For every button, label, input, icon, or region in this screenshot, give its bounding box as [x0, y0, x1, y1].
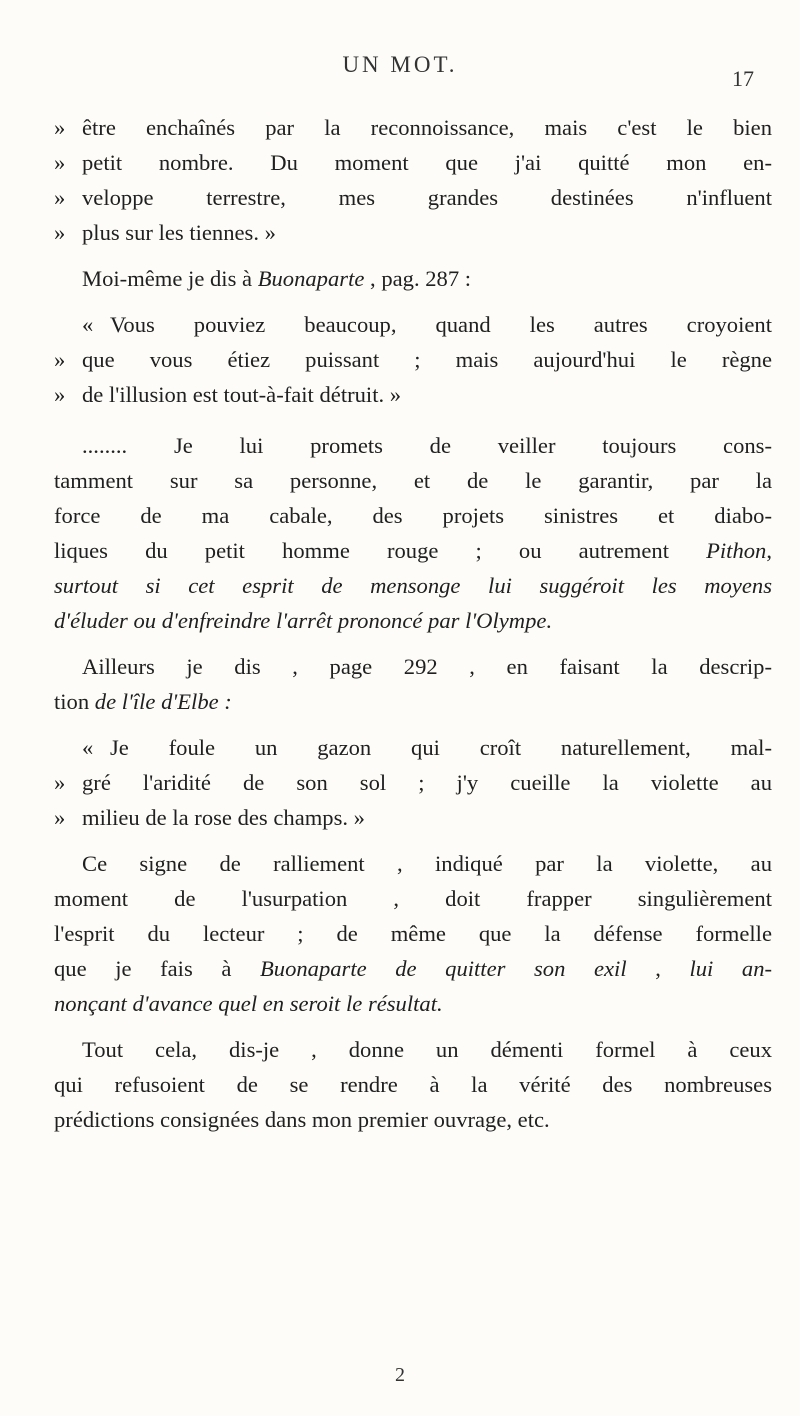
- italic-name: Buonaparte: [257, 266, 365, 291]
- text-line: veloppe terrestre, mes grandes destinées n'influent: [82, 185, 772, 210]
- paragraph-5: Ailleurs je dis , page 292 , en faisant la descrip- tion de l'île d'Elbe :: [54, 654, 772, 714]
- paragraph-8: Tout cela, dis-je , donne un démenti formel à ceux qui refusoient de se rendre à la vérité des nombreuses prédictions consignées dans mon premier ouvrage, etc.: [54, 1037, 772, 1132]
- text-line: Je foule un gazon qui croît naturellement, mal-: [110, 735, 772, 760]
- quote-paragraph-6: « Je foule un gazon qui croît naturellement, mal- » gré l'aridité de son sol ; j'y cueille la violette au » milieu de la rose des champs. »: [54, 735, 772, 830]
- paragraph-2: Moi-même je dis à Buonaparte , pag. 287 :: [82, 266, 472, 291]
- paragraph-7: Ce signe de ralliement , indiqué par la violette, au moment de l'usurpation , doit frapper singulièrement l'esprit du lecteur ; de même que la défense formelle que je fais à Buonaparte de quitter son exil , lui an- nonçant d'avance quel en seroit le résultat.: [54, 851, 772, 1016]
- running-title: UN MOT.: [342, 52, 458, 77]
- text-line: que vous étiez puissant ; mais aujourd'hui le règne: [82, 347, 772, 372]
- text-line: Vous pouviez beaucoup, quand les autres croyoient: [110, 312, 772, 337]
- page-number: 17: [732, 66, 754, 91]
- quote-paragraph-1: » être enchaînés par la reconnoissance, mais c'est le bien » petit nombre. Du moment que j'ai quitté mon en- » veloppe terrestre, mes grandes destinées n'influent » plus sur les tiennes. »: [54, 115, 772, 245]
- quote-paragraph-3: « Vous pouviez beaucoup, quand les autres croyoient » que vous étiez puissant ; mais aujourd'hui le règne » de l'illusion est tout-à-fait détruit. »: [54, 312, 772, 407]
- text-line: milieu de la rose des champs. »: [82, 805, 365, 830]
- text-line: de l'illusion est tout-à-fait détruit. »: [82, 382, 402, 407]
- page-body: [54, 110, 772, 1137]
- text-line: être enchaînés par la reconnoissance, mais c'est le bien: [82, 115, 772, 140]
- text-line: plus sur les tiennes. »: [82, 220, 276, 245]
- signature-mark: 2: [395, 1364, 405, 1386]
- text-line: gré l'aridité de son sol ; j'y cueille la violette au: [82, 770, 772, 795]
- text-line: petit nombre. Du moment que j'ai quitté mon en-: [82, 150, 772, 175]
- paragraph-4: ........ Je lui promets de veiller toujours cons- tamment sur sa personne, et de le garantir, par la force de ma cabale, des projets sinistres et diabo- liques du petit homme rouge ; ou autrement Pithon, surtout si cet esprit de mensonge lui suggéroit les moyens d'éluder ou d'enfreindre l'arrêt prononcé par l'Olympe.: [54, 433, 772, 633]
